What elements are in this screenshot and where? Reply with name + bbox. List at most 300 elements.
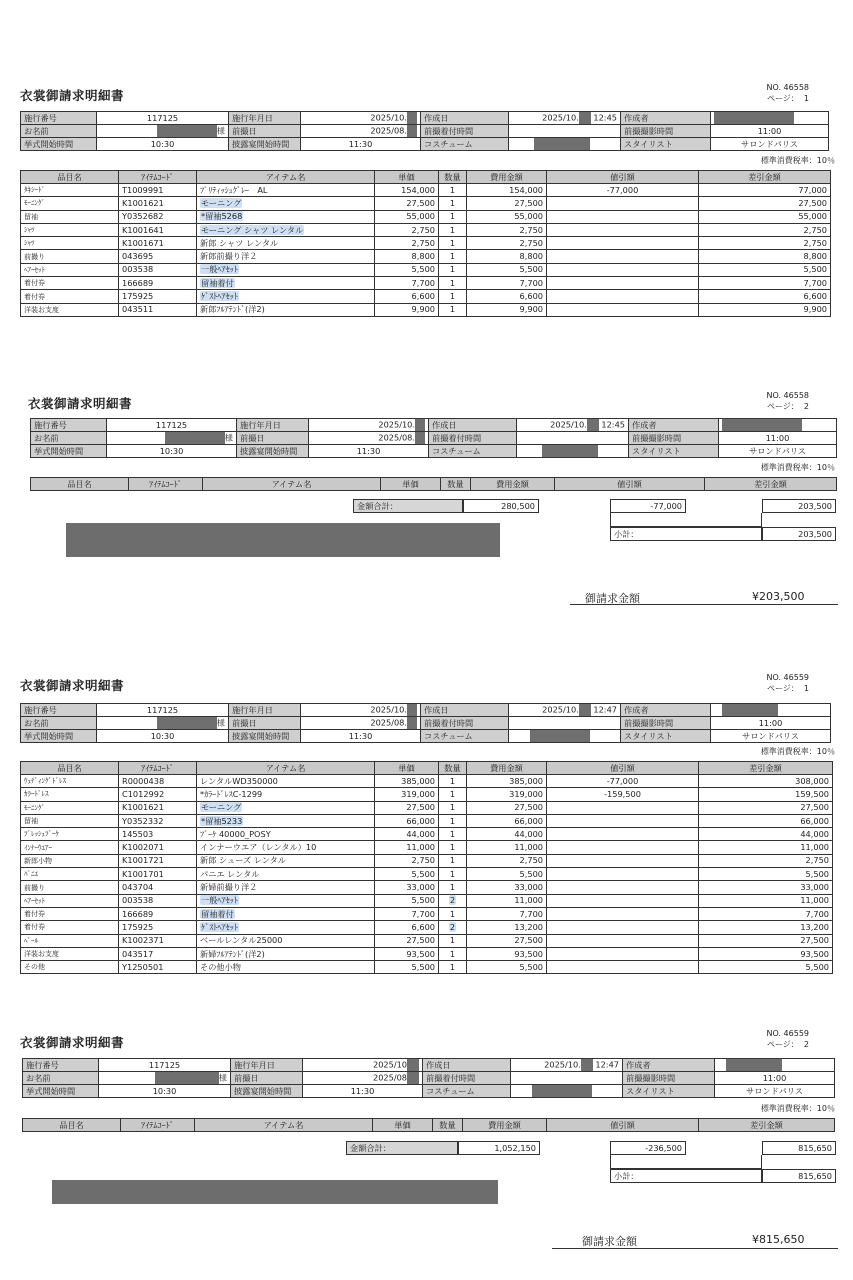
start-time: 10:30 (99, 1085, 231, 1098)
label: 挙式開始時間 (31, 445, 107, 458)
item-qty-text: 1 (449, 291, 456, 302)
item-name (197, 210, 375, 223)
item-qty (439, 934, 467, 947)
item-cat (21, 775, 119, 788)
item-cost-text: 55,000 (514, 211, 543, 222)
item-cost-text: 7,700 (519, 908, 543, 919)
item-code-text: 175925 (122, 921, 154, 932)
redaction (415, 419, 425, 431)
item-qty-text: 1 (449, 237, 456, 248)
label: 作成日 (421, 704, 509, 717)
item-net (699, 961, 833, 974)
item-net-text: 11,000 (800, 895, 829, 906)
item-name (197, 868, 375, 881)
item-cost-text: 6,600 (519, 291, 543, 302)
item-net-text: 7,700 (805, 908, 829, 919)
item-qty-text: 1 (449, 788, 456, 799)
page-label: ページ： (766, 94, 799, 103)
redaction (407, 1059, 419, 1071)
invoice-label: 御請求金額 (582, 1235, 637, 1248)
item-price-text: 9,900 (411, 304, 435, 315)
redaction (157, 717, 217, 729)
item-cost-text: 2,750 (519, 237, 543, 248)
start-time: 10:30 (97, 730, 229, 743)
tax-rate: 標準消費税率：10％ (760, 463, 835, 472)
item-qty-text: 1 (449, 908, 456, 919)
item-code-text: Y1250501 (122, 961, 164, 972)
label: 挙式開始時間 (23, 1085, 99, 1098)
item-name (197, 775, 375, 788)
item-price-text: 5,500 (411, 961, 435, 972)
item-name-text: その他小物 (200, 961, 241, 972)
item-disc (547, 814, 699, 827)
page-number: 1 (803, 684, 809, 693)
label: 施行番号 (21, 112, 97, 125)
item-code (119, 961, 197, 974)
item-name-text: ｹﾞｽﾄﾍｱｾｯﾄ (201, 921, 238, 932)
item-qty (439, 907, 467, 920)
item-disc (547, 801, 699, 814)
label: 施行番号 (21, 704, 97, 717)
item-qty-text: 1 (449, 815, 456, 826)
honorific: 様 (218, 1072, 227, 1083)
item-code (119, 290, 197, 303)
tax-rate: 標準消費税率：10％ (760, 747, 835, 756)
page-label: ページ： (766, 684, 799, 693)
item-net (699, 775, 833, 788)
item-cat (21, 250, 119, 263)
col-header: 費用金額 (471, 478, 555, 491)
col-header: 費用金額 (467, 762, 547, 775)
item-net-text: 8,800 (803, 251, 827, 262)
item-qty-text: 1 (449, 868, 456, 879)
item-qty (439, 250, 467, 263)
item-price-text: 8,800 (411, 251, 435, 262)
label: コスチューム (421, 730, 509, 743)
item-price-text: 2,750 (411, 224, 435, 235)
item-code (119, 303, 197, 316)
item-code-text: 043704 (122, 882, 154, 893)
doc-number (767, 1028, 810, 1050)
item-cat-text: ﾀｷｼｰﾄﾞ (24, 186, 45, 195)
seko-no: 117125 (97, 112, 229, 125)
page-number: 1 (803, 94, 809, 103)
item-name-text: モーニング (201, 197, 242, 208)
item-qty-text: 1 (449, 184, 456, 195)
invoice-underline (570, 604, 838, 605)
item-name (197, 237, 375, 250)
item-net (699, 788, 833, 801)
col-header: ｱｲﾃﾑｺｰﾄﾞ (129, 478, 203, 491)
item-disc (547, 277, 699, 290)
item-name (197, 841, 375, 854)
invoice-no: NO. 46558 (766, 391, 809, 400)
item-code (119, 947, 197, 960)
item-net-text: 2,750 (803, 224, 827, 235)
item-net (699, 828, 833, 841)
item-name (197, 828, 375, 841)
redaction (155, 1072, 219, 1084)
invoice-underline (552, 1248, 838, 1249)
item-cat (21, 947, 119, 960)
item-cat-text: 着付券 (24, 292, 45, 301)
item-cost-text: 11,000 (514, 895, 543, 906)
item-cost-text: 7,700 (519, 277, 543, 288)
subtotal-spacer (610, 1155, 762, 1169)
item-cat (21, 881, 119, 894)
col-header: 差引金額 (699, 171, 831, 184)
item-net (699, 303, 831, 316)
label: 前撮日 (237, 432, 309, 445)
item-cost (467, 934, 547, 947)
item-code-text: 043511 (122, 304, 154, 315)
item-code-text: 043517 (122, 948, 154, 959)
col-header: 費用金額 (463, 1119, 547, 1132)
item-name (197, 290, 375, 303)
label: 前撮日 (229, 717, 301, 730)
page-label: ページ： (766, 1040, 799, 1049)
col-header: アイテム名 (203, 478, 381, 491)
created-time: 12:47 (595, 1059, 619, 1070)
item-price (375, 210, 439, 223)
item-qty-text: 1 (449, 935, 456, 946)
item-price (375, 197, 439, 210)
redaction (579, 704, 591, 716)
item-qty (439, 237, 467, 250)
item-net (699, 263, 831, 276)
item-row (21, 184, 831, 197)
item-price-text: 6,600 (411, 291, 435, 302)
item-code (119, 934, 197, 947)
item-cat (21, 184, 119, 197)
label: 前撮日 (229, 125, 301, 138)
item-cost-text: 2,750 (519, 224, 543, 235)
item-cost-text: 5,500 (519, 868, 543, 879)
item-qty-text: 1 (449, 828, 456, 839)
item-disc (547, 907, 699, 920)
col-header: 単価 (373, 1119, 433, 1132)
item-name-text: ﾌﾞｰｹ 40000_POSY (200, 828, 271, 839)
items-table (20, 761, 833, 974)
item-cat (21, 303, 119, 316)
col-header: 単価 (381, 478, 441, 491)
item-cat (21, 263, 119, 276)
header-info (20, 703, 831, 743)
item-cost (467, 801, 547, 814)
label: 披露宴開始時間 (229, 138, 301, 151)
item-name-text: 一般ﾍｱｾｯﾄ (201, 264, 238, 275)
col-header: 差引金額 (699, 1119, 835, 1132)
item-name (197, 801, 375, 814)
item-code-text: 145503 (122, 828, 154, 839)
label: 披露宴開始時間 (229, 730, 301, 743)
seko-date: 2025/10. (370, 704, 407, 715)
item-net-text: 5,500 (805, 868, 829, 879)
col-header: 差引金額 (699, 762, 833, 775)
item-net-text: 27,500 (800, 935, 829, 946)
item-cat (21, 210, 119, 223)
label: 施行番号 (23, 1059, 99, 1072)
item-row (21, 934, 833, 947)
item-price (375, 223, 439, 236)
item-row (21, 947, 833, 960)
col-header: 値引額 (547, 762, 699, 775)
item-name-text: *留袖5233 (201, 815, 243, 826)
item-disc-text: -77,000 (606, 184, 639, 195)
item-price (375, 277, 439, 290)
honorific: 様 (216, 717, 225, 728)
item-disc (547, 237, 699, 250)
item-name (197, 921, 375, 934)
item-row (21, 828, 833, 841)
seko-no: 117125 (97, 704, 229, 717)
redaction (407, 112, 417, 124)
item-qty-text: 1 (449, 251, 456, 262)
item-disc (547, 290, 699, 303)
page-number: 2 (803, 1040, 809, 1049)
item-price-text: 5,500 (411, 895, 435, 906)
item-cat-text: ﾓｰﾆﾝｸﾞ (24, 803, 45, 812)
reception-time: 11:30 (301, 138, 421, 151)
item-name (197, 934, 375, 947)
item-disc (547, 947, 699, 960)
item-cat-text: ﾍﾞｰﾙ (24, 936, 38, 945)
item-cat-text: ﾊﾟﾆｴ (24, 870, 38, 879)
item-qty-text: 1 (449, 197, 456, 208)
item-net (699, 921, 833, 934)
item-qty-text: 1 (449, 224, 456, 235)
subtotal-label: 小計： (610, 527, 762, 541)
item-cost-text: 9,900 (519, 304, 543, 315)
honorific: 様 (216, 125, 225, 136)
stylist: サロンドパリス (711, 138, 829, 151)
item-price (375, 250, 439, 263)
item-price (375, 921, 439, 934)
item-row (21, 881, 833, 894)
item-net-text: 33,000 (800, 882, 829, 893)
item-price (375, 947, 439, 960)
item-net (699, 841, 833, 854)
item-code-text: Y0352682 (122, 211, 164, 222)
item-cost (467, 277, 547, 290)
item-net (699, 934, 833, 947)
items-header (30, 477, 837, 491)
invoice-label: 御請求金額 (585, 592, 640, 605)
label: 施行年月日 (231, 1059, 303, 1072)
item-disc (547, 263, 699, 276)
item-price (375, 907, 439, 920)
created-time: 12:47 (593, 704, 617, 715)
item-code (119, 907, 197, 920)
item-net-text: 2,750 (805, 855, 829, 866)
item-name-text: 新婦ﾌﾙｱﾃﾝﾄﾞ(洋2) (200, 948, 265, 959)
item-price-text: 6,600 (411, 921, 435, 932)
item-net-text: 77,000 (798, 184, 827, 195)
item-disc-text: -77,000 (606, 775, 639, 786)
pre-photo-time: 11:00 (719, 432, 837, 445)
item-cat (21, 894, 119, 907)
item-price (375, 868, 439, 881)
label: 挙式開始時間 (21, 138, 97, 151)
item-cost (467, 961, 547, 974)
item-row (21, 197, 831, 210)
item-price-text: 7,700 (411, 277, 435, 288)
item-disc-text: -159,500 (604, 788, 641, 799)
item-cat-text: 洋装お支度 (24, 305, 59, 314)
item-price-text: 7,700 (411, 908, 435, 919)
stylist: サロンドパリス (711, 730, 831, 743)
item-cost (467, 250, 547, 263)
item-qty-text: 1 (449, 802, 456, 813)
label: 披露宴開始時間 (231, 1085, 303, 1098)
item-disc (547, 828, 699, 841)
item-price-text: 66,000 (406, 815, 435, 826)
item-net-text: 66,000 (800, 815, 829, 826)
col-header: 品目名 (21, 171, 119, 184)
item-price (375, 801, 439, 814)
item-code (119, 197, 197, 210)
item-name (197, 961, 375, 974)
item-net-text: 7,700 (803, 277, 827, 288)
item-net (699, 223, 831, 236)
item-disc (547, 894, 699, 907)
item-net-text: 5,500 (803, 264, 827, 275)
item-qty-text: 1 (449, 882, 456, 893)
redaction (157, 125, 217, 137)
pre-date: 2025/08. (370, 717, 407, 728)
seko-no: 117125 (99, 1059, 231, 1072)
item-cat-text: 新郎小物 (24, 856, 52, 865)
doc-number (767, 82, 810, 104)
redaction (52, 1180, 498, 1204)
item-cat-text: ﾍｱｰｾｯﾄ (24, 265, 45, 274)
item-code (119, 250, 197, 263)
item-net-text: 93,500 (800, 948, 829, 959)
col-header: 費用金額 (467, 171, 547, 184)
redaction (165, 432, 225, 444)
item-cat (21, 788, 119, 801)
created-date: 2025/10. (542, 704, 579, 715)
col-header: ｱｲﾃﾑｺｰﾄﾞ (119, 762, 197, 775)
col-header: ｱｲﾃﾑｺｰﾄﾞ (121, 1119, 195, 1132)
item-qty (439, 961, 467, 974)
item-name-text: 留袖着付 (201, 908, 234, 919)
item-row (21, 961, 833, 974)
item-cost-text: 385,000 (509, 775, 543, 786)
item-cat-text: ｼｬﾂ (24, 239, 35, 248)
label: 前撮着付時間 (421, 717, 509, 730)
item-qty-text: 2 (449, 895, 456, 906)
label: お名前 (31, 432, 107, 445)
col-header: 数量 (433, 1119, 463, 1132)
item-cost (467, 210, 547, 223)
created-date: 2025/10. (544, 1059, 581, 1070)
item-code (119, 894, 197, 907)
col-header: 単価 (375, 762, 439, 775)
label: 挙式開始時間 (21, 730, 97, 743)
redaction (534, 138, 590, 150)
item-name (197, 303, 375, 316)
item-price-text: 44,000 (406, 828, 435, 839)
item-code-text: K1001621 (122, 802, 164, 813)
item-net-text: 6,600 (803, 291, 827, 302)
item-disc (547, 250, 699, 263)
item-cost (467, 184, 547, 197)
label: 施行年月日 (237, 419, 309, 432)
label: 作成者 (621, 704, 711, 717)
item-disc (547, 303, 699, 316)
item-cat-text: 前撮り (24, 252, 45, 261)
col-header: 値引額 (547, 171, 699, 184)
item-cost (467, 775, 547, 788)
item-cost-text: 33,000 (514, 882, 543, 893)
items-table (20, 170, 831, 317)
item-cost (467, 881, 547, 894)
item-name (197, 277, 375, 290)
invoice-no: NO. 46559 (766, 1029, 809, 1038)
item-code-text: K1001621 (122, 197, 164, 208)
item-net (699, 947, 833, 960)
item-qty (439, 197, 467, 210)
item-net (699, 881, 833, 894)
item-name-text: パニエ レンタル (200, 868, 260, 879)
seko-no: 117125 (107, 419, 237, 432)
item-cat (21, 814, 119, 827)
item-cost-text: 319,000 (509, 788, 543, 799)
redaction (714, 112, 794, 124)
item-net-text: 27,500 (798, 197, 827, 208)
item-row (21, 894, 833, 907)
total-net: 203,500 (762, 499, 836, 513)
item-cat (21, 934, 119, 947)
item-qty (439, 788, 467, 801)
items-header (22, 1118, 835, 1132)
tax-rate: 標準消費税率：10％ (760, 156, 835, 165)
item-name-text: 一般ﾍｱｾｯﾄ (201, 895, 238, 906)
doc-title: 衣裳御請求明細書 (28, 396, 133, 411)
item-qty (439, 290, 467, 303)
total-net: 815,650 (762, 1141, 836, 1155)
stylist: サロンドパリス (715, 1085, 835, 1098)
item-qty (439, 828, 467, 841)
item-net-text: 159,500 (795, 788, 829, 799)
label: 前撮着付時間 (423, 1072, 511, 1085)
item-price-text: 33,000 (406, 882, 435, 893)
item-cat (21, 223, 119, 236)
item-qty (439, 263, 467, 276)
total-cost: 280,500 (463, 499, 539, 513)
pre-date: 2025/08. (378, 432, 415, 443)
item-net (699, 894, 833, 907)
item-net-text: 55,000 (798, 211, 827, 222)
item-price (375, 788, 439, 801)
col-header: 値引額 (555, 478, 705, 491)
item-code-text: T1009991 (122, 184, 164, 195)
label: 作成者 (629, 419, 719, 432)
reception-time: 11:30 (301, 730, 421, 743)
redaction (532, 1085, 592, 1097)
redaction (542, 445, 598, 457)
redaction (415, 432, 425, 444)
item-row (21, 854, 833, 867)
item-net (699, 277, 831, 290)
item-name (197, 263, 375, 276)
created-time: 12:45 (593, 112, 617, 123)
item-cat-text: その他 (24, 963, 45, 972)
item-net (699, 210, 831, 223)
created-time: 12:45 (601, 419, 625, 430)
item-cost-text: 5,500 (519, 264, 543, 275)
